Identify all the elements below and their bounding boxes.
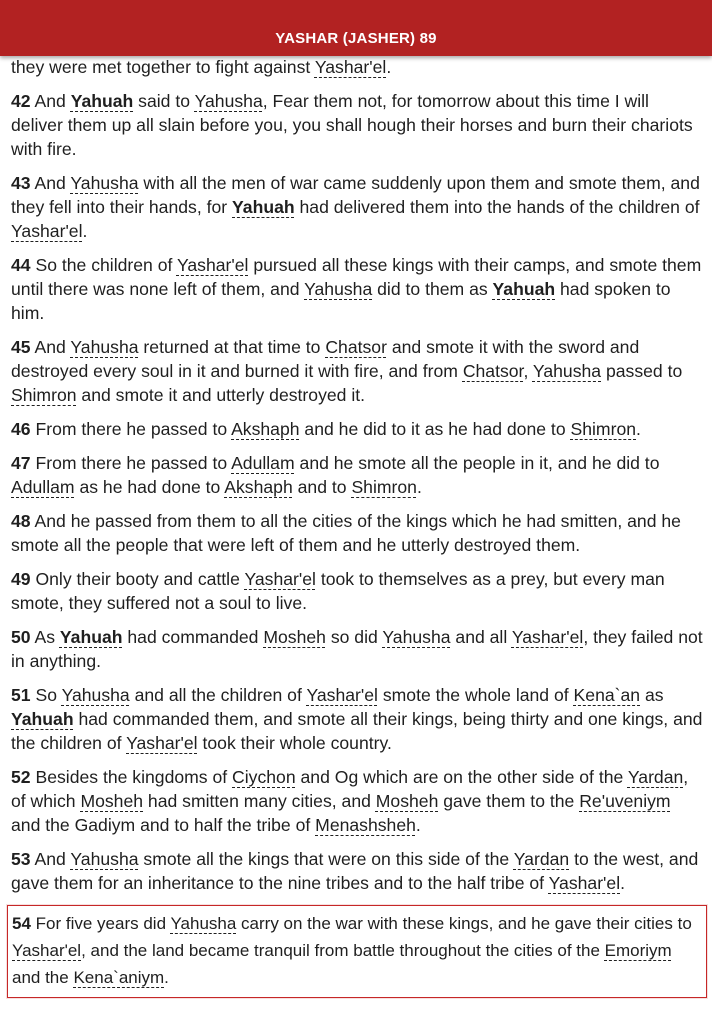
word-link[interactable]: Yashar'el <box>11 221 83 241</box>
verse-text: and the Gadiym and to half the tribe of <box>11 815 316 835</box>
verse-text: and all the children of <box>129 685 307 705</box>
verse-text: and to <box>292 477 352 497</box>
verse-text: and smote it and utterly destroyed it. <box>76 385 366 405</box>
verse-number: 48 <box>11 511 31 531</box>
verse-text: So <box>30 685 62 705</box>
verse-text: had commanded <box>122 627 264 647</box>
verse-text: And he passed from them to all the cities of the kings which he had smitten, and he smote all the people that were left of them and he utterly destroyed them. <box>11 511 681 555</box>
verse-text: For five years did <box>30 914 171 933</box>
word-link[interactable]: Mosheh <box>263 627 326 647</box>
verse[interactable] <box>11 335 703 407</box>
word-link[interactable]: Menashsheh <box>315 815 416 835</box>
verse-text: did to them as <box>372 279 493 299</box>
verse-number: 50 <box>11 627 31 647</box>
verse-number: 42 <box>11 91 31 111</box>
verse[interactable] <box>11 171 703 243</box>
verse-text: , they failed not in anything. <box>11 627 703 671</box>
verse-text: So the children of <box>30 255 177 275</box>
word-link[interactable]: Yashar'el <box>548 873 621 893</box>
verse-text: and he did to it as he had done to <box>299 419 571 439</box>
verse-number: 46 <box>11 419 31 439</box>
verse[interactable] <box>11 567 703 615</box>
word-link[interactable]: Yashar'el <box>126 733 198 753</box>
verse-text: with all the men of war came suddenly upon them and smote them, and they fell into their hands, for <box>11 173 700 217</box>
word-link[interactable]: Yardan <box>627 767 684 787</box>
verse-number: 45 <box>11 337 31 357</box>
verse-text: and all <box>450 627 512 647</box>
verse[interactable] <box>11 417 703 441</box>
word-link[interactable]: Shimron <box>570 419 637 439</box>
chapter-text <box>11 56 703 998</box>
word-link[interactable]: Yahusha <box>70 337 139 357</box>
word-link[interactable]: Yahusha <box>382 627 451 647</box>
verse-text: , of which <box>11 767 689 811</box>
verse-text: . <box>415 815 421 835</box>
verse-number: 52 <box>11 767 31 787</box>
word-link[interactable]: Yashar'el <box>306 685 378 705</box>
word-link[interactable]: Chatsor <box>462 361 524 381</box>
verse-text: had commanded them, and smote all their kings, being thirty and one kings, and the children of <box>11 709 703 753</box>
verse-text: to the west, and gave them for an inheritance to the nine tribes and to the half tribe of <box>11 849 699 893</box>
verse-text: . <box>164 968 169 987</box>
verse-text: . <box>416 477 422 497</box>
word-link[interactable]: Yahuah <box>232 197 295 217</box>
verse[interactable] <box>11 89 703 161</box>
word-link[interactable]: Yashar'el <box>511 627 584 647</box>
verse-text: and the <box>12 968 74 987</box>
verse-text: took to themselves as a prey, but every man smote, they suffered not a soul to live. <box>11 569 665 613</box>
verse-text: , Fear them not, for tomorrow about this time I will deliver them up all slain before you, you shall hough their horses and burn their chariots with fire. <box>11 91 693 159</box>
word-link[interactable]: Akshaph <box>231 419 300 439</box>
word-link[interactable]: Yashar'el <box>12 941 82 960</box>
word-link[interactable]: Yashar'el <box>314 57 387 77</box>
verse-text: they were met together to fight against <box>11 57 315 77</box>
verse-text: pursued all these kings with their camps, and smote them until there was none left of them, and <box>11 255 702 299</box>
verse-text: From there he passed to <box>30 419 232 439</box>
word-link[interactable]: Emoriym <box>604 941 672 960</box>
word-link[interactable]: Yahuah <box>70 91 134 111</box>
verse[interactable] <box>11 625 703 673</box>
verse[interactable] <box>11 509 703 557</box>
verse-text: had spoken to him. <box>11 279 671 323</box>
verse-text: had delivered them into the hands of the children of <box>294 197 700 217</box>
verse-text: carry on the war with these kings, and he gave their cities to <box>236 914 692 933</box>
verse[interactable] <box>11 253 703 325</box>
verse-text: passed to <box>601 361 683 381</box>
word-link[interactable]: Adullam <box>11 477 75 497</box>
word-link[interactable]: Re'uveniym <box>579 791 671 811</box>
word-link[interactable]: Yahusha <box>70 173 139 193</box>
verse-text: And <box>30 91 71 111</box>
verse-number: 43 <box>11 173 31 193</box>
word-link[interactable]: Yashar'el <box>176 255 249 275</box>
verse-text: , and the land became tranquil from battle throughout the cities of the <box>81 941 605 960</box>
verse-text: said to <box>133 91 195 111</box>
verse[interactable] <box>11 683 703 755</box>
word-link[interactable]: Mosheh <box>80 791 144 811</box>
word-link[interactable]: Yahuah <box>492 279 556 299</box>
verse-number: 47 <box>11 453 31 473</box>
word-link[interactable]: Yahuah <box>11 709 74 729</box>
word-link[interactable]: Yahuah <box>59 627 123 647</box>
verse-number: 44 <box>11 255 31 275</box>
verse-text: smote the whole land of <box>377 685 574 705</box>
verse-text: and he smote all the people in it, and he did to <box>294 453 660 473</box>
word-link[interactable]: Kena`aniym <box>73 968 165 987</box>
verse[interactable] <box>11 765 703 837</box>
verse[interactable] <box>11 55 703 79</box>
word-link[interactable]: Kena`an <box>573 685 641 705</box>
word-link[interactable]: Yahusha <box>170 914 237 933</box>
verse-text: and Og which are on the other side of the <box>295 767 628 787</box>
verse[interactable] <box>11 451 703 499</box>
word-link[interactable]: Yardan <box>513 849 570 869</box>
verse-text: As <box>30 627 60 647</box>
verse-text: . <box>636 419 641 439</box>
verse-text: And <box>30 337 71 357</box>
word-link[interactable]: Yahusha <box>194 91 263 111</box>
verse-text: so did <box>325 627 383 647</box>
word-link[interactable]: Yashar'el <box>244 569 316 589</box>
verse-number: 53 <box>11 849 31 869</box>
verse-text: Only their booty and cattle <box>30 569 245 589</box>
verse-text: as he had done to <box>74 477 225 497</box>
word-link[interactable]: Shimron <box>11 385 77 405</box>
verse-text: And <box>30 849 71 869</box>
verse-text: And <box>30 173 71 193</box>
verse-selected[interactable] <box>7 905 707 998</box>
verse[interactable] <box>11 847 703 895</box>
chapter-title: YASHAR (JASHER) 89 <box>275 30 437 47</box>
verse-number: 51 <box>11 685 31 705</box>
word-link[interactable]: Yahusha <box>304 279 373 299</box>
verse-text: From there he passed to <box>30 453 232 473</box>
verse-text: . <box>386 57 392 77</box>
verse-text: . <box>620 873 625 893</box>
word-link[interactable]: Yahusha <box>532 361 602 381</box>
word-link[interactable]: Yahusha <box>61 685 130 705</box>
verse-text: had smitten many cities, and <box>143 791 376 811</box>
word-link[interactable]: Shimron <box>351 477 417 497</box>
verse-text: took their whole country. <box>197 733 392 753</box>
verse-text: Besides the kingdoms of <box>30 767 233 787</box>
verse-text: , <box>523 361 533 381</box>
verse-number: 49 <box>11 569 31 589</box>
verse-text: smote all the kings that were on this side of the <box>138 849 514 869</box>
word-link[interactable]: Chatsor <box>325 337 387 357</box>
top-app-bar <box>0 0 712 56</box>
word-link[interactable]: Mosheh <box>375 791 439 811</box>
verse-text: . <box>82 221 88 241</box>
word-link[interactable]: Adullam <box>231 453 295 473</box>
verse-text: and smote it with the sword and destroyed every soul in it and burned it with fire, and from <box>11 337 640 381</box>
word-link[interactable]: Ciychon <box>232 767 296 787</box>
word-link[interactable]: Akshaph <box>224 477 293 497</box>
verse-text: gave them to the <box>438 791 580 811</box>
verse-text: returned at that time to <box>138 337 326 357</box>
verse-number: 54 <box>12 914 31 933</box>
verse-text: as <box>640 685 664 705</box>
word-link[interactable]: Yahusha <box>70 849 139 869</box>
